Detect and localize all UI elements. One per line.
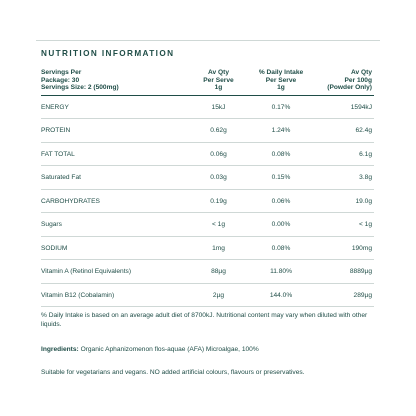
per-100g-value: 190mg: [314, 236, 374, 260]
daily-intake-value: 1.24%: [248, 119, 314, 143]
table-row: [41, 260, 374, 284]
ingredients-line: [41, 345, 379, 354]
table-row: [41, 119, 374, 143]
nutrient-name: Sugars: [41, 213, 189, 237]
per-serve-value: 1mg: [189, 236, 248, 260]
per-100g-value: 8889µg: [314, 260, 374, 284]
daily-intake-value: 144.0%: [248, 283, 314, 307]
servings-header: Servings Per Package: 30 Servings Size: 2 (500mg): [41, 67, 189, 95]
per-100g-value: < 1g: [314, 213, 374, 237]
table-row: [41, 95, 374, 119]
per-serve-value: 0.03g: [189, 166, 248, 190]
table-row: [41, 283, 374, 307]
table-row: [41, 189, 374, 213]
per-100g-value: 3.8g: [314, 166, 374, 190]
per-100g-value: 19.0g: [314, 189, 374, 213]
per-serve-value: 0.19g: [189, 189, 248, 213]
table-row: [41, 142, 374, 166]
ingredients-text: Organic Aphanizomenon flos-aquae (AFA) Microalgae, 100%: [78, 346, 259, 353]
per-serve-value: 0.62g: [189, 119, 248, 143]
daily-intake-value: 11.80%: [248, 260, 314, 284]
ingredients-label: Ingredients:: [41, 346, 79, 353]
suitability-note: Suitable for vegetarians and vegans. NO added artificial colours, flavours or preservatives.: [41, 369, 305, 376]
per-100g-value: 289µg: [314, 283, 374, 307]
daily-intake-value: 0.00%: [248, 213, 314, 237]
daily-intake-value: 0.08%: [248, 142, 314, 166]
nutrient-name: Saturated Fat: [41, 166, 189, 190]
daily-intake-value: 0.17%: [248, 95, 314, 119]
nutrient-name: ENERGY: [41, 95, 189, 119]
per-serve-value: 15kJ: [189, 95, 248, 119]
per-100g-header: Av Qty Per 100g (Powder Only): [314, 67, 374, 95]
nutrient-name: SODIUM: [41, 236, 189, 260]
per-100g-value: 6.1g: [314, 142, 374, 166]
table-header-row: [41, 67, 374, 95]
nutrient-name: Vitamin A (Retinol Equivalents): [41, 260, 189, 284]
per-serve-value: 2µg: [189, 283, 248, 307]
table-row: [41, 213, 374, 237]
per-100g-value: 1594kJ: [314, 95, 374, 119]
nutrient-name: FAT TOTAL: [41, 142, 189, 166]
daily-intake-value: 0.15%: [248, 166, 314, 190]
nutrient-name: CARBOHYDRATES: [41, 189, 189, 213]
nutrient-name: PROTEIN: [41, 119, 189, 143]
per-serve-value: 88µg: [189, 260, 248, 284]
nutrient-name: Vitamin B12 (Cobalamin): [41, 283, 189, 307]
daily-intake-footnote: % Daily Intake is based on an average adult diet of 8700kJ. Nutritional content may vary when diluted with other liquids.: [41, 312, 368, 329]
per-100g-value: 62.4g: [314, 119, 374, 143]
nutrition-table: [41, 67, 374, 307]
table-row: [41, 236, 374, 260]
panel-heading: NUTRITION INFORMATION: [41, 49, 175, 58]
top-divider: [36, 40, 380, 41]
per-serve-header: Av Qty Per Serve 1g: [189, 67, 248, 95]
table-row: [41, 166, 374, 190]
daily-intake-value: 0.06%: [248, 189, 314, 213]
per-serve-value: < 1g: [189, 213, 248, 237]
daily-intake-header: % Daily Intake Per Serve 1g: [248, 67, 314, 95]
daily-intake-value: 0.08%: [248, 236, 314, 260]
per-serve-value: 0.06g: [189, 142, 248, 166]
